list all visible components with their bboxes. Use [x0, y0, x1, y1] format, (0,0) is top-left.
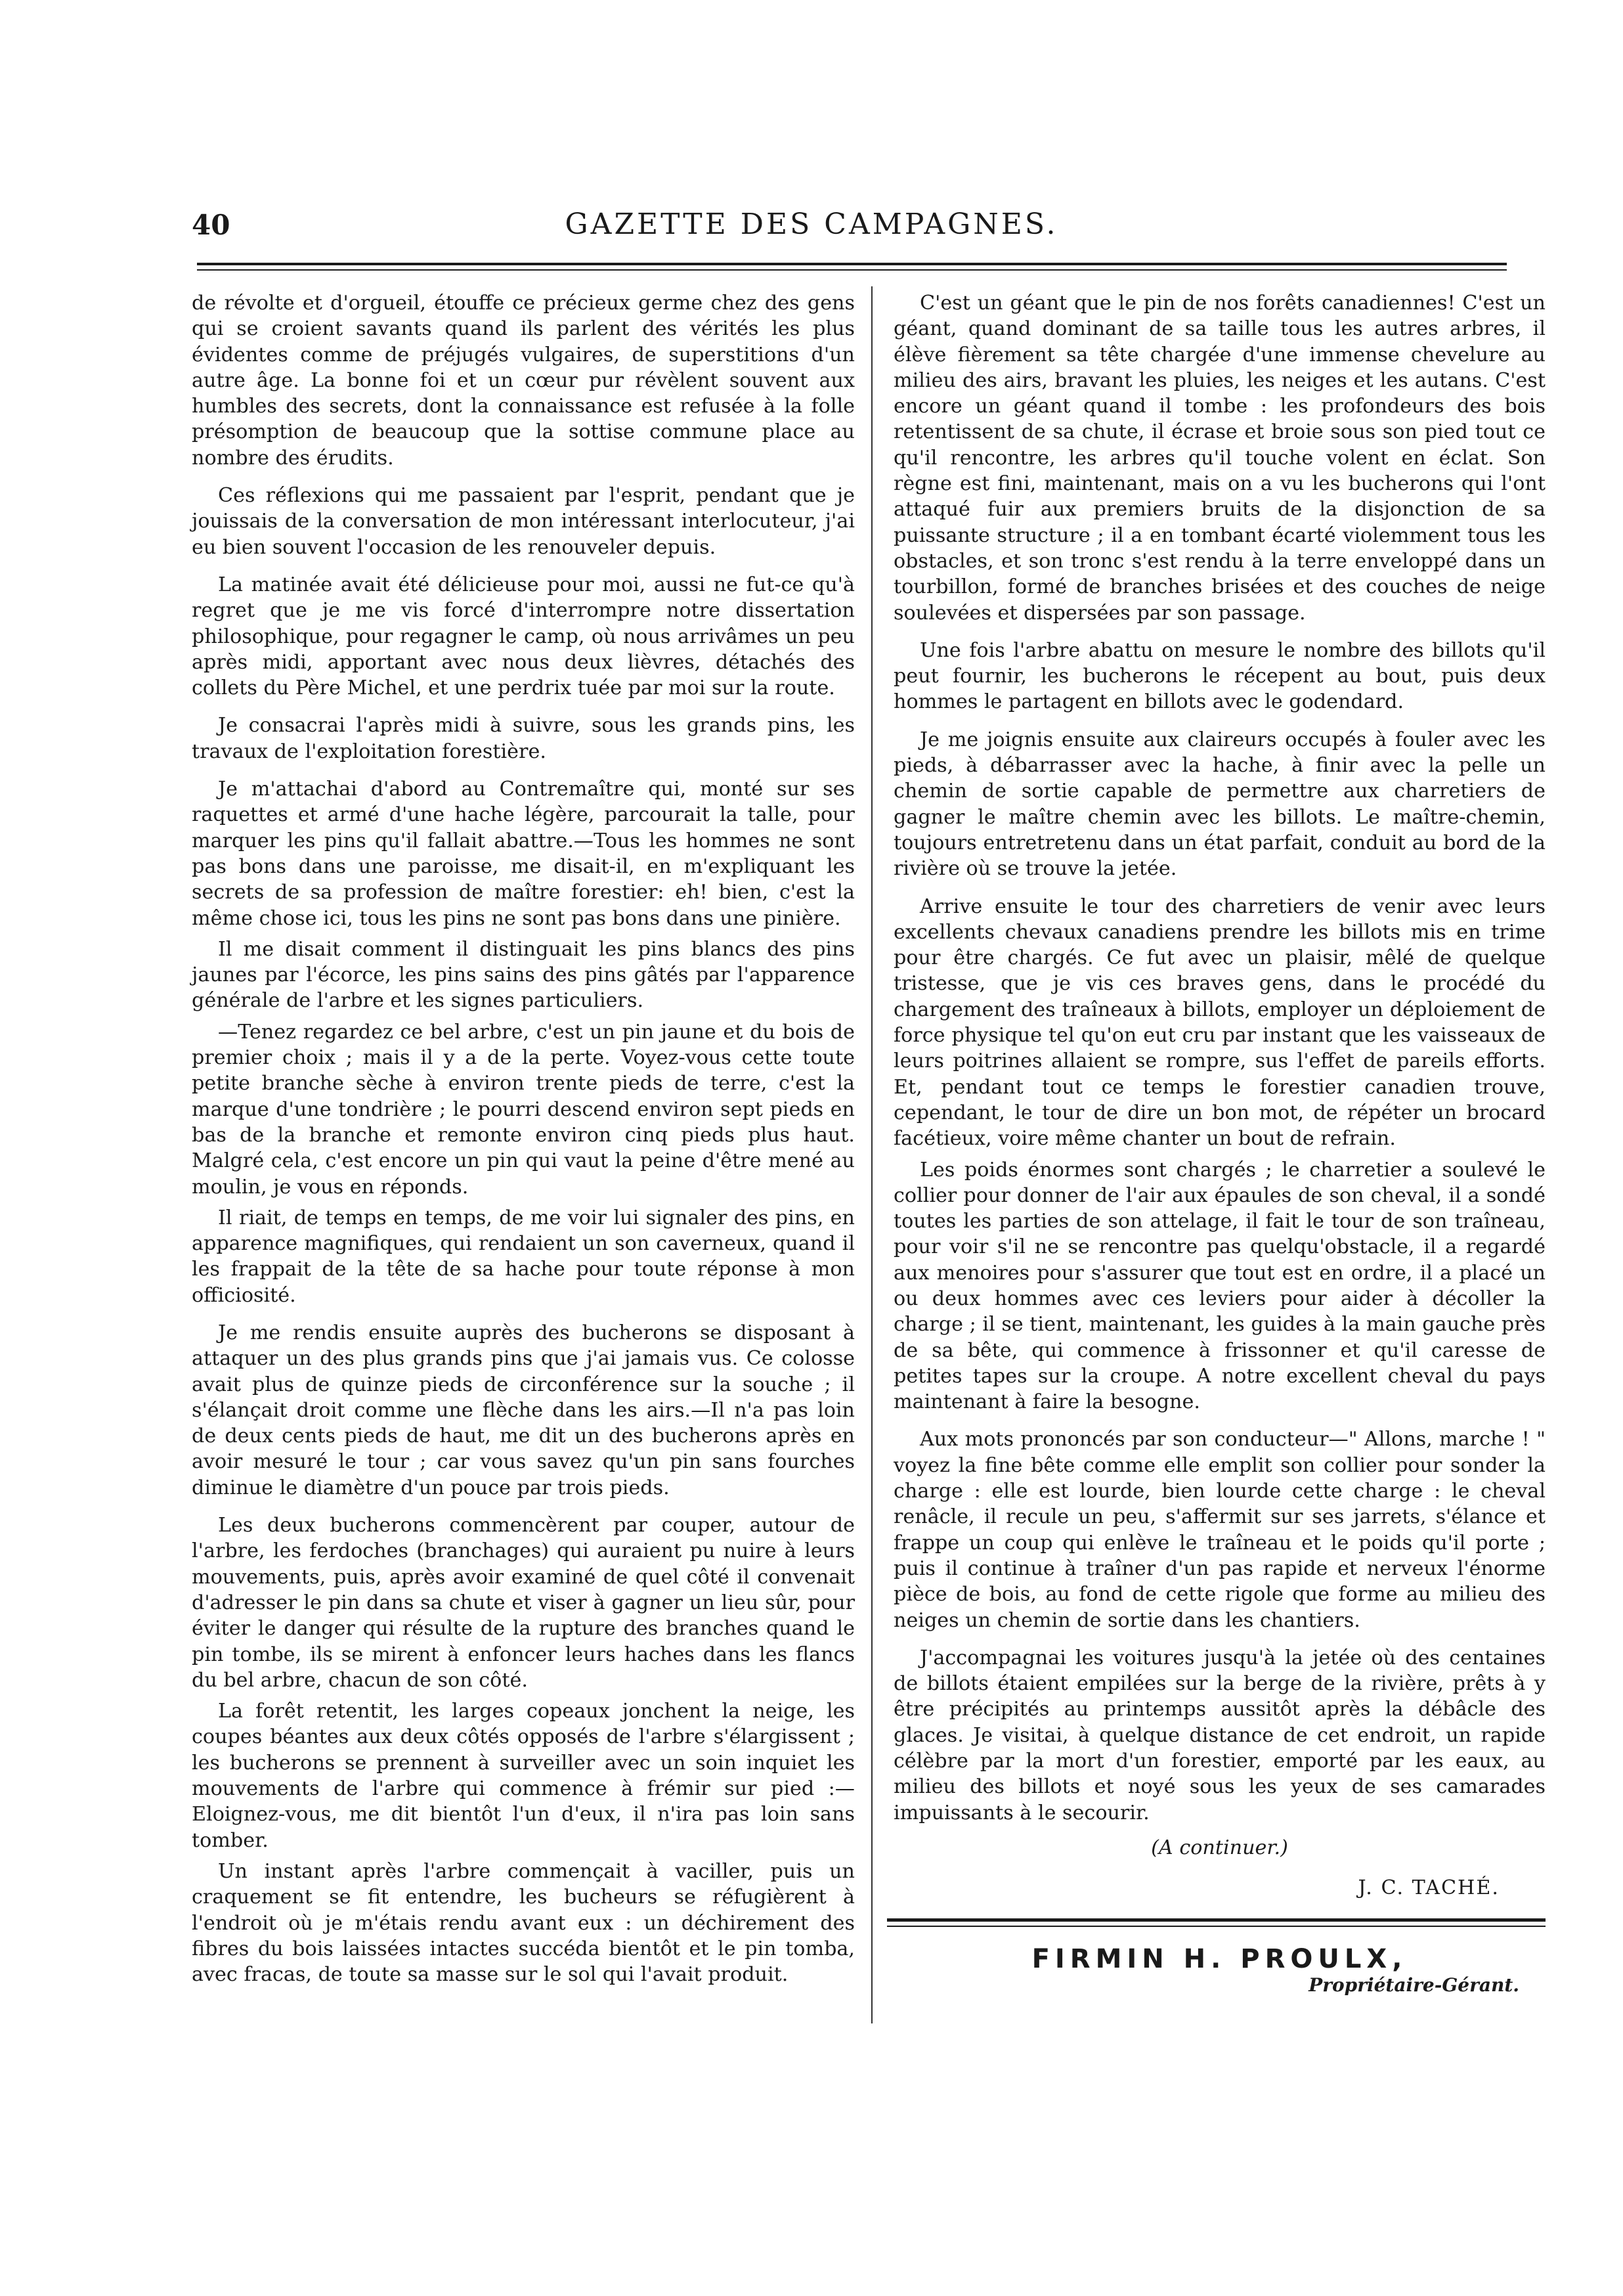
paragraph: —Tenez regardez ce bel arbre, c'est un pin jaune et du bois de premier choix ; mais il y a de la perte. Voyez-vous cette toute petite branche sèche à environ trente pieds de terre, c'est la marque d'une tondrière ; le pourri descend environ sept pieds en bas de la branche et remonte environ cinq pieds plus haut. Malgré cela, c'est encore un pin qui vaut la peine d'être mené au moulin, je vous en réponds. — [192, 1020, 855, 1199]
paragraph: La matinée avait été délicieuse pour moi, aussi ne fut-ce qu'à regret que je me vis forcé d'interrompre notre dissertation philosophique, pour regagner le camp, où nous arrivâmes un peu après midi, apportant avec nous deux lièvres, détachés des collets du Père Michel, et une perdrix tuée par moi sur la route. — [192, 573, 855, 700]
paragraph: J'accompagnai les voitures jusqu'à la jetée où des centaines de billots étaient empilées sur la berge de la rivière, prêts à y être précipités au printemps aussitôt après la débâcle des glaces. Je visitai, à quelque distance de cet endroit, un rapide célèbre par la mort d'un forestier, emporté par les eaux, au milieu des billots et noyé sous les yeux de ses camarades impuissants à le secourir. — [894, 1646, 1546, 1824]
author-signature: J. C. TACHÉ. — [1358, 1876, 1500, 1900]
paragraph: Les deux bucherons commencèrent par couper, autour de l'arbre, les ferdoches (branchages) qui auraient pu nuire à leurs mouvements, puis, après avoir examiné de quel côté il convenait d'adresser le pin dans sa chute et viser à gagner un lieu sûr, pour éviter le danger qui résulte de la rupture des branches quand le pin tombe, ils se mirent à enfoncer leurs haches dans les flancs du bel arbre, chacun de son côté. — [192, 1514, 855, 1692]
publisher-name: FIRMIN H. PROULX, — [1031, 1943, 1408, 1974]
paragraph: Un instant après l'arbre commençait à vaciller, puis un craquement se fit entendre, les bucheurs se réfugièrent à l'endroit où je m'étais rendu avant eux : un déchirement des fibres du bois laissées intactes succéda bientôt et le pin tomba, avec fracas, de toute sa masse sur le sol qui l'avait produit. — [192, 1859, 855, 1987]
page-title: GAZETTE DES CAMPAGNES. — [565, 208, 1058, 241]
paragraph: Je me rendis ensuite auprès des bucherons se disposant à attaquer un des plus grands pins que j'ai jamais vus. Ce colosse avait plus de quinze pieds de circonférence sur la souche ; il s'élançait droit comme une flèche dans les airs.—Il n'a pas loin de deux cents pieds de haut, me dit un des bucherons après en avoir mesuré le tour ; car vous savez qu'un pin sans fourches diminue le diamètre d'un pouce par trois pieds. — [192, 1321, 855, 1499]
paragraph: Arrive ensuite le tour des charretiers de venir avec leurs excellents chevaux canadiens prendre les billots mis en trime pour être chargés. Ce fut avec un plaisir, mêlé de quelque tristesse, que je vis ces braves gens, dans le procédé du chargement des traîneaux à billots, employer un déploiement de force physique tel qu'on eut cru par instant que les vaisseaux de leurs poitrines allaient se rompre, sus l'effet de pareils efforts. Et, pendant tout ce temps le forestier canadien trouve, cependant, le tour de dire un bon mot, de répéter un brocard facétieux, voire même chanter un bout de refrain. — [894, 894, 1546, 1151]
paragraph: Aux mots prononcés par son conducteur—" Allons, marche ! " voyez la fine bête comme elle emplit son collier pour sonder la charge : elle est lourde, bien lourde cette charge : le cheval renâcle, il recule un peu, s'affermit sur ses jarrets, s'élance et frappe un coup qui enlève le traîneau et le poids qu'il porte ; puis il continue à traîner d'un pas rapide et nerveux l'énorme pièce de bois, au fond de cette rigole que forme au milieu des neiges un chemin de sortie dans les chantiers. — [894, 1428, 1546, 1632]
paragraph: Une fois l'arbre abattu on mesure le nombre des billots qu'il peut fournir, les bucherons le récepent au bout, puis deux hommes le partagent en billots avec le godendard. — [894, 638, 1546, 714]
continue-note: (A continuer.) — [1151, 1836, 1288, 1859]
footer-rule — [887, 1918, 1546, 1922]
paragraph: C'est un géant que le pin de nos forêts canadiennes! C'est un géant, quand dominant de sa taille tous les autres arbres, il élève fièrement sa tête chargée d'une immense chevelure au milieu des airs, bravant les pluies, les neiges et les autans. C'est encore un géant quand il tombe : les profondeurs des bois retentissent de sa chute, il écrase et broie sous son pied tout ce qu'il rencontre, les arbres qu'il touche volent en éclat. Son règne est fini, maintenant, mais on a vu les bucherons qui l'ont attaqué fuir aux premiers bruits de la disjonction de sa puissante structure ; il a en tombant écarté violemment tous les obstacles, et son tronc s'est rendu à la terre enveloppé dans un tourbillon, formé de branches brisées et des couches de neige soulevées et dispersées par son passage. — [894, 292, 1546, 625]
paragraph: Je consacrai l'après midi à suivre, sous les grands pins, les travaux de l'exploitation forestière. — [192, 714, 855, 763]
paragraph: La forêt retentit, les larges copeaux jonchent la neige, les coupes béantes aux deux côtés opposés de l'arbre s'élargissent ; les bucherons se prennent à surveiller avec un soin inquiet les mouvements de l'arbre qui commence à frémir sur pied :—Eloignez-vous, me dit bientôt l'un d'eux, il n'ira pas loin sans tomber. — [192, 1700, 855, 1852]
column-divider — [871, 286, 873, 2023]
page-number: 40 — [192, 209, 230, 241]
paragraph: Ces réflexions qui me passaient par l'esprit, pendant que je jouissais de la conversation de mon intéressant interlocuteur, j'ai eu bien souvent l'occasion de les renouveler depuis. — [192, 484, 855, 559]
right-column — [894, 290, 1546, 1998]
left-column — [192, 290, 855, 1999]
paragraph: Je m'attachai d'abord au Contremaître qui, monté sur ses raquettes et armé d'une hache légère, parcourait la talle, pour marquer les pins qu'il fallait abattre.—Tous les hommes ne sont pas bons dans une paroisse, me disait-il, en m'expliquant les secrets de sa profession de maître forestier: eh! bien, c'est la même chose ici, tous les pins ne sont pas bons dans une pinière. — [192, 778, 855, 930]
paragraph: Les poids énormes sont chargés ; le charretier a soulevé le collier pour donner de l'air aux épaules de son cheval, il a sondé toutes les parties de son attelage, il fait le tour de son traîneau, pour voir s'il ne se rencontre pas quelqu'obstacle, il a regardé aux menoires pour s'assurer que tout est en ordre, il a placé un ou deux hommes avec ces leviers pour aider à décoller la charge ; il se tient, maintenant, les guides à la main gauche près de sa bête, qui commence à frissonner et qu'il caresse de petites tapes sur la croupe. A notre excellent cheval du pays maintenant à faire la besogne. — [894, 1158, 1546, 1414]
publisher-role: Propriétaire-Gérant. — [1309, 1974, 1519, 1996]
paragraph: de révolte et d'orgueil, étouffe ce précieux germe chez des gens qui se croient savants quand ils parlent des vérités les plus évidentes comme de préjugés vulgaires, de superstitions d'un autre âge. La bonne foi et un cœur pur révèlent souvent aux humbles des secrets, dont la connaissance est refusée à la folle présomption de beaucoup que la sottise commune place au nombre des érudits. — [192, 292, 855, 470]
paragraph: Il me disait comment il distinguait les pins blancs des pins jaunes par l'écorce, les pins sains des pins gâtés par l'apparence générale de l'arbre et les signes particuliers. — [192, 937, 855, 1013]
footer-rule-thin — [887, 1926, 1546, 1927]
header-rule — [197, 263, 1507, 265]
paragraph: Je me joignis ensuite aux claireurs occupés à fouler avec les pieds, à débarrasser avec la hache, à finir avec la pelle un chemin de sortie capable de permettre aux charretiers de gagner le maître chemin avec les billots. Le maître-chemin, toujours entretretenu dans un état parfait, conduit au bord de la rivière où se trouve la jetée. — [894, 728, 1546, 881]
header-rule-thin — [197, 269, 1507, 271]
paragraph: Il riait, de temps en temps, de me voir lui signaler des pins, en apparence magnifiques, qui rendaient un son caverneux, quand il les frappait de la tête de sa hache pour toute réponse à mon officiosité. — [192, 1206, 855, 1307]
